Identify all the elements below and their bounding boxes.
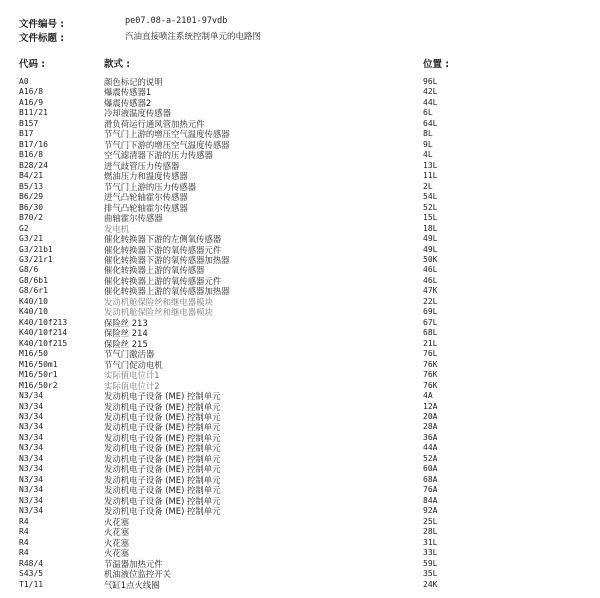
- row-name: 催化转换器上游的氧传感器元件: [104, 275, 222, 286]
- column-header-code: 代码 :: [19, 59, 46, 70]
- table-row: [0, 307, 600, 317]
- table-row: [0, 538, 600, 548]
- row-position: 15L: [423, 213, 438, 223]
- row-name: 发动机电子设备 (ME) 控制单元: [104, 432, 221, 443]
- row-position: 22L: [423, 296, 438, 306]
- table-row: [0, 475, 600, 485]
- row-code: B17: [19, 129, 34, 139]
- table-row: [0, 245, 600, 255]
- table-row: [0, 569, 600, 579]
- table-row: [0, 297, 600, 307]
- table-row: [0, 559, 600, 569]
- row-code: K40/10f215: [19, 338, 68, 348]
- row-code: B16/8: [19, 150, 44, 160]
- row-position: 50K: [423, 254, 438, 264]
- table-row: [0, 402, 600, 412]
- row-name: 冷却液温度传感器: [104, 108, 171, 119]
- row-position: 76K: [423, 370, 438, 380]
- row-code: R48/4: [19, 558, 44, 568]
- row-position: 76K: [423, 359, 438, 369]
- doc-number-value: pe07.08-a-2101-97vdb: [125, 16, 228, 26]
- table-row: [0, 77, 600, 87]
- row-position: 49L: [423, 244, 438, 254]
- row-code: N3/34: [19, 443, 44, 453]
- row-position: 24K: [423, 579, 438, 589]
- table-row: [0, 234, 600, 244]
- row-position: 28L: [423, 527, 438, 537]
- table-row: [0, 87, 600, 97]
- row-position: 54L: [423, 192, 438, 202]
- row-position: 36A: [423, 432, 438, 442]
- row-code: M16/50r2: [19, 380, 58, 390]
- row-name: 催化转换器下游的氧传感器元件: [104, 244, 222, 255]
- row-name: 实际值电位计1: [104, 370, 160, 381]
- table-row: [0, 443, 600, 453]
- row-code: G8/6r1: [19, 286, 48, 296]
- doc-title-value: 汽油直接喷注系统控制单元的电路图: [125, 32, 262, 42]
- row-position: 4L: [423, 150, 433, 160]
- row-name: 滑负荷运行通风管加热元件: [104, 118, 205, 129]
- row-code: S43/5: [19, 569, 44, 579]
- row-code: N3/34: [19, 474, 44, 484]
- row-position: 92A: [423, 506, 438, 516]
- row-name: 发动机电子设备 (ME) 控制单元: [104, 422, 221, 433]
- table-row: [0, 265, 600, 275]
- row-name: 发动机电子设备 (ME) 控制单元: [104, 412, 221, 422]
- row-name: 节温器加热元件: [104, 558, 163, 569]
- table-row: [0, 129, 600, 139]
- row-code: N3/34: [19, 401, 44, 411]
- row-code: R4: [19, 548, 29, 558]
- row-name: 曲轴霍尔传感器: [104, 213, 163, 224]
- row-position: 49L: [423, 234, 438, 244]
- table-row: [0, 527, 600, 537]
- row-position: 33L: [423, 548, 438, 558]
- row-code: G3/21r1: [19, 254, 53, 264]
- row-position: 76A: [423, 485, 438, 495]
- row-position: 18L: [423, 223, 438, 233]
- table-row: [0, 548, 600, 558]
- row-code: B28/24: [19, 160, 48, 170]
- row-code: K40/10f214: [19, 328, 68, 338]
- row-position: 64L: [423, 118, 438, 128]
- row-code: T1/11: [19, 579, 44, 589]
- table-row: [0, 108, 600, 118]
- row-name: 发动机电子设备 (ME) 控制单元: [104, 464, 221, 475]
- table-row: [0, 98, 600, 108]
- row-position: 4A: [423, 391, 433, 401]
- row-position: 8L: [423, 129, 433, 139]
- row-name: 保险丝 213: [104, 317, 148, 328]
- row-code: B17/16: [19, 139, 48, 149]
- row-position: 47K: [423, 286, 438, 296]
- table-row: [0, 203, 600, 213]
- row-code: N3/34: [19, 485, 44, 495]
- row-code: M16/50m1: [19, 359, 58, 369]
- row-name: 进气凸轮轴霍尔传感器: [104, 192, 188, 203]
- row-position: 76L: [423, 349, 438, 359]
- row-position: 69L: [423, 307, 438, 317]
- row-name: 节气门促动电机: [104, 359, 163, 370]
- row-code: K40/10: [19, 296, 48, 306]
- row-name: 发动机电子设备 (ME) 控制单元: [104, 453, 221, 464]
- row-code: A0: [19, 77, 29, 86]
- row-name: 发动机电子设备 (ME) 控制单元: [104, 443, 221, 454]
- row-name: 发动机电子设备 (ME) 控制单元: [104, 474, 221, 485]
- row-code: N3/34: [19, 506, 44, 516]
- row-position: 76K: [423, 380, 438, 390]
- row-position: 44L: [423, 97, 438, 107]
- row-code: B11/21: [19, 108, 48, 118]
- component-list: [0, 77, 600, 590]
- row-name: 发动机电子设备 (ME) 控制单元: [104, 506, 221, 517]
- row-name: 空气滤清器下游的压力传感器: [104, 150, 213, 161]
- row-position: 52A: [423, 453, 438, 463]
- row-position: 28A: [423, 422, 438, 432]
- row-code: R4: [19, 537, 29, 547]
- table-row: [0, 213, 600, 223]
- table-row: [0, 464, 600, 474]
- table-row: [0, 224, 600, 234]
- table-row: [0, 339, 600, 349]
- row-name: 机油液位监控开关: [104, 569, 171, 580]
- table-row: [0, 360, 600, 370]
- row-position: 12A: [423, 401, 438, 411]
- table-row: [0, 276, 600, 286]
- row-name: 颜色标记的说明: [104, 77, 163, 87]
- row-position: 35L: [423, 569, 438, 579]
- table-row: [0, 328, 600, 338]
- row-position: 31L: [423, 537, 438, 547]
- row-code: B70/2: [19, 213, 44, 223]
- row-code: R4: [19, 527, 29, 537]
- row-code: N3/34: [19, 495, 44, 505]
- row-name: 排气凸轮轴霍尔传感器: [104, 202, 188, 213]
- row-position: 67L: [423, 317, 438, 327]
- row-position: 13L: [423, 160, 438, 170]
- row-code: G3/21b1: [19, 244, 53, 254]
- row-code: M16/50: [19, 349, 48, 359]
- table-row: [0, 454, 600, 464]
- row-position: 6L: [423, 108, 433, 118]
- row-position: 42L: [423, 87, 438, 97]
- row-name: 催化转换器下游的氧传感器加热器: [104, 254, 230, 265]
- table-row: [0, 140, 600, 150]
- table-row: [0, 496, 600, 506]
- row-position: 2L: [423, 181, 433, 191]
- column-header-position: 位置 :: [423, 59, 450, 70]
- row-name: 发电机: [104, 223, 130, 234]
- row-code: G3/21: [19, 234, 44, 244]
- row-position: 46L: [423, 275, 438, 285]
- row-code: B5/13: [19, 181, 44, 191]
- table-row: [0, 506, 600, 516]
- table-row: [0, 171, 600, 181]
- row-code: G8/6: [19, 265, 39, 275]
- row-code: N3/34: [19, 422, 44, 432]
- table-row: [0, 318, 600, 328]
- row-code: K40/10f213: [19, 317, 68, 327]
- row-position: 25L: [423, 516, 438, 526]
- row-code: N3/34: [19, 412, 44, 421]
- row-name: 发动机舱保险丝和继电器模块: [104, 296, 213, 307]
- row-position: 60A: [423, 464, 438, 474]
- row-code: B157: [19, 118, 39, 128]
- row-position: 52L: [423, 202, 438, 212]
- row-code: G8/6b1: [19, 275, 48, 285]
- row-code: M16/50r1: [19, 370, 58, 380]
- table-row: [0, 517, 600, 527]
- row-code: N3/34: [19, 391, 44, 401]
- row-name: 发动机电子设备 (ME) 控制单元: [104, 495, 221, 506]
- row-name: 爆震传感器1: [104, 87, 152, 98]
- table-row: [0, 255, 600, 265]
- table-row: [0, 381, 600, 391]
- table-row: [0, 192, 600, 202]
- table-row: [0, 433, 600, 443]
- row-code: N3/34: [19, 432, 44, 442]
- doc-title-label: 文件标题 :: [19, 33, 65, 44]
- row-name: 发动机舱保险丝和继电器模块: [104, 307, 213, 318]
- row-code: K40/10: [19, 307, 48, 317]
- row-name: 火花塞: [104, 527, 130, 538]
- table-row: [0, 349, 600, 359]
- row-code: B6/30: [19, 202, 44, 212]
- row-name: 火花塞: [104, 516, 130, 527]
- row-code: R4: [19, 516, 29, 526]
- table-row: [0, 150, 600, 160]
- table-row: [0, 391, 600, 401]
- row-name: 节气门下游的增压空气温度传感器: [104, 139, 230, 150]
- table-row: [0, 412, 600, 422]
- row-name: 节气门激活器: [104, 349, 155, 360]
- row-name: 气缸1点火线圈: [104, 579, 160, 590]
- row-name: 催化转换器下游的左侧氧传感器: [104, 234, 222, 245]
- row-position: 84A: [423, 495, 438, 505]
- row-code: A16/8: [19, 87, 44, 97]
- row-position: 96L: [423, 77, 438, 86]
- table-row: [0, 286, 600, 296]
- doc-number-label: 文件编号 :: [19, 19, 65, 30]
- table-row: [0, 422, 600, 432]
- row-code: N3/34: [19, 464, 44, 474]
- row-name: 发动机电子设备 (ME) 控制单元: [104, 485, 221, 496]
- table-row: [0, 161, 600, 171]
- row-code: G2: [19, 223, 29, 233]
- row-name: 节气门上游的压力传感器: [104, 181, 197, 192]
- table-row: [0, 182, 600, 192]
- row-name: 燃油压力和温度传感器: [104, 171, 188, 182]
- column-header-name: 款式 :: [104, 59, 131, 70]
- row-name: 保险丝 214: [104, 328, 148, 339]
- row-position: 68A: [423, 474, 438, 484]
- row-name: 实际值电位计2: [104, 380, 160, 391]
- row-position: 59L: [423, 558, 438, 568]
- table-row: [0, 580, 600, 590]
- row-code: B4/21: [19, 171, 44, 181]
- row-name: 发动机电子设备 (ME) 控制单元: [104, 391, 221, 402]
- row-position: 68L: [423, 328, 438, 338]
- row-name: 保险丝 215: [104, 338, 148, 349]
- row-name: 催化转换器上游的氧传感器加热器: [104, 286, 230, 297]
- row-position: 20A: [423, 412, 438, 421]
- row-name: 进气歧管压力传感器: [104, 160, 180, 171]
- row-position: 44A: [423, 443, 438, 453]
- table-row: [0, 119, 600, 129]
- row-name: 火花塞: [104, 548, 130, 559]
- row-position: 46L: [423, 265, 438, 275]
- row-code: B6/29: [19, 192, 44, 202]
- row-name: 发动机电子设备 (ME) 控制单元: [104, 401, 221, 412]
- row-code: A16/9: [19, 97, 44, 107]
- row-code: N3/34: [19, 453, 44, 463]
- row-name: 催化转换器上游的氧传感器: [104, 265, 205, 276]
- row-name: 节气门上游的增压空气温度传感器: [104, 129, 230, 140]
- row-name: 爆震传感器2: [104, 97, 152, 108]
- row-name: 火花塞: [104, 537, 130, 548]
- row-position: 9L: [423, 139, 433, 149]
- row-position: 11L: [423, 171, 438, 181]
- table-row: [0, 485, 600, 495]
- table-row: [0, 370, 600, 380]
- row-position: 21L: [423, 338, 438, 348]
